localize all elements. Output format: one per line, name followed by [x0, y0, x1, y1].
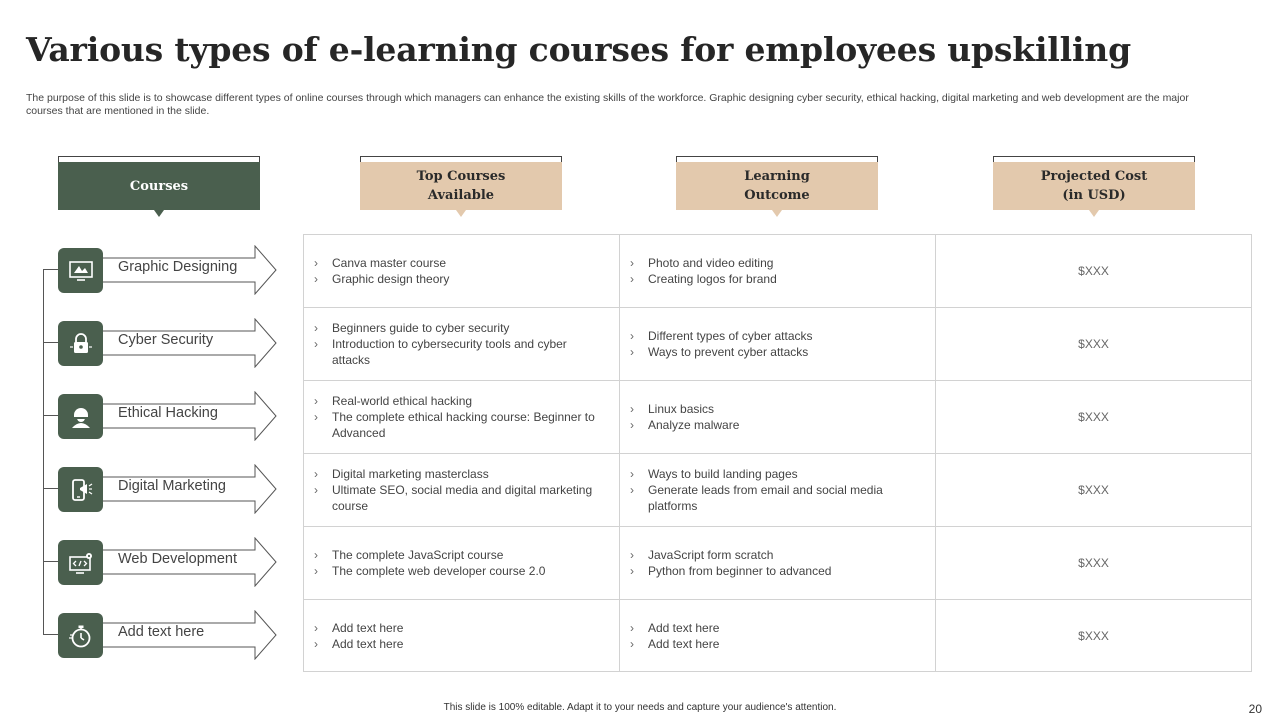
bullet-item: [314, 320, 619, 336]
chevron-icon: ›: [314, 467, 318, 481]
chevron-icon: ›: [314, 483, 318, 497]
bullet-text: The complete web developer course 2.0: [332, 564, 546, 578]
bullet-item: [630, 636, 935, 652]
top-courses-cell: [304, 308, 620, 380]
bullet-item: [314, 271, 619, 287]
bullet-text: Photo and video editing: [648, 256, 774, 270]
course-label: Graphic Designing: [118, 259, 238, 275]
chevron-icon: ›: [630, 621, 634, 635]
table-row: [304, 600, 1251, 673]
slide-subtitle: The purpose of this slide is to showcase different types of online courses through which managers can enhance the existing skills of the workforce. Graphic designing cyber security, ethical hacking, digital marketing and web development are the major courses that are mentioned in the slide.: [26, 92, 1189, 117]
header-top-courses: [360, 156, 562, 218]
bullet-item: [314, 482, 619, 514]
header-line: Outcome: [744, 188, 810, 203]
bullet-text: The complete ethical hacking course: Beginner to Advanced: [332, 410, 595, 440]
bullet-text: Digital marketing masterclass: [332, 467, 489, 481]
cost-cell: [936, 308, 1251, 380]
outcomes-cell: [620, 308, 936, 380]
header-pointer: [772, 210, 782, 217]
header-line: Learning: [744, 169, 810, 184]
header-line: Top Courses: [416, 169, 506, 184]
bullet-text: Ways to build landing pages: [648, 467, 798, 481]
chevron-icon: ›: [630, 272, 634, 286]
table-row: [304, 527, 1251, 600]
course-label: Ethical Hacking: [118, 405, 218, 421]
outcomes-cell: [620, 235, 936, 307]
chevron-icon: ›: [314, 321, 318, 335]
bullet-item: [630, 547, 935, 563]
bullet-text: Beginners guide to cyber security: [332, 321, 510, 335]
connector-branch: [43, 488, 59, 489]
bullet-item: [314, 620, 619, 636]
course-item: [43, 537, 278, 587]
bullet-text: Linux basics: [648, 402, 715, 416]
header-learning-outcome: [676, 156, 878, 218]
outcomes-cell: [620, 527, 936, 599]
chevron-icon: ›: [630, 418, 634, 432]
table-row: [304, 308, 1251, 381]
code-monitor-icon: [58, 540, 103, 585]
chevron-icon: ›: [314, 272, 318, 286]
bullet-item: [314, 466, 619, 482]
chevron-icon: ›: [630, 548, 634, 562]
chevron-icon: ›: [630, 402, 634, 416]
header-line: Projected Cost: [1040, 169, 1148, 184]
slide-title: Various types of e-learning courses for employees upskilling: [26, 30, 1131, 69]
connector-branch: [43, 269, 59, 270]
bullet-item: [630, 344, 935, 360]
bullet-text: Real-world ethical hacking: [332, 394, 473, 408]
bullet-item: [630, 401, 935, 417]
top-courses-cell: [304, 600, 620, 672]
bullet-text: Generate leads from email and social media platforms: [648, 483, 883, 513]
cost-value: $XXX: [1078, 337, 1109, 351]
header-projected-cost-label: [993, 162, 1195, 210]
bullet-text: Ways to prevent cyber attacks: [648, 345, 809, 359]
chevron-icon: ›: [314, 637, 318, 651]
stopwatch-icon: [58, 613, 103, 658]
bullet-text: Python from beginner to advanced: [648, 564, 832, 578]
bullet-text: Analyze malware: [648, 418, 740, 432]
course-table: [303, 234, 1252, 672]
chevron-icon: ›: [314, 337, 318, 351]
chevron-icon: ›: [314, 410, 318, 424]
cost-cell: [936, 600, 1251, 672]
top-courses-cell: [304, 381, 620, 453]
connector-branch: [43, 415, 59, 416]
header-top-courses-label: [360, 162, 562, 210]
bullet-text: Add text here: [648, 621, 720, 635]
cost-cell: [936, 235, 1251, 307]
table-row: [304, 454, 1251, 527]
chevron-icon: ›: [630, 467, 634, 481]
header-pointer: [1089, 210, 1099, 217]
cost-value: $XXX: [1078, 629, 1109, 643]
bullet-text: Canva master course: [332, 256, 447, 270]
chevron-icon: ›: [630, 637, 634, 651]
header-courses: [58, 156, 260, 218]
outcomes-cell: [620, 454, 936, 526]
bullet-item: [630, 563, 935, 579]
chevron-icon: ›: [630, 483, 634, 497]
course-label: Add text here: [118, 624, 205, 640]
table-row: [304, 235, 1251, 308]
bullet-text: Introduction to cybersecurity tools and cyber attacks: [332, 337, 567, 367]
chevron-icon: ›: [630, 256, 634, 270]
course-label: Digital Marketing: [118, 478, 226, 494]
bullet-item: [630, 466, 935, 482]
chevron-icon: ›: [630, 564, 634, 578]
chevron-icon: ›: [630, 329, 634, 343]
table-row: [304, 381, 1251, 454]
bullet-text: Add text here: [648, 637, 720, 651]
top-courses-cell: [304, 527, 620, 599]
cost-value: $XXX: [1078, 556, 1109, 570]
bullet-item: [630, 328, 935, 344]
bullet-item: [630, 620, 935, 636]
header-line: (in USD): [1062, 188, 1126, 203]
cost-cell: [936, 527, 1251, 599]
bullet-text: Add text here: [332, 621, 404, 635]
bullet-text: JavaScript form scratch: [648, 548, 774, 562]
course-item: [43, 464, 278, 514]
bullet-item: [314, 409, 619, 441]
bullet-item: [314, 563, 619, 579]
chevron-icon: ›: [314, 548, 318, 562]
cost-cell: [936, 454, 1251, 526]
bullet-text: Different types of cyber attacks: [648, 329, 813, 343]
cost-value: $XXX: [1078, 410, 1109, 424]
chevron-icon: ›: [314, 256, 318, 270]
course-label: Web Development: [118, 551, 238, 567]
lock-icon: [58, 321, 103, 366]
bullet-item: [314, 636, 619, 652]
hacker-icon: [58, 394, 103, 439]
chevron-icon: ›: [314, 621, 318, 635]
cost-cell: [936, 381, 1251, 453]
header-pointer: [456, 210, 466, 217]
cost-value: $XXX: [1078, 264, 1109, 278]
header-learning-outcome-label: [676, 162, 878, 210]
chevron-icon: ›: [314, 394, 318, 408]
bullet-text: Graphic design theory: [332, 272, 450, 286]
bullet-item: [630, 482, 935, 514]
outcomes-cell: [620, 381, 936, 453]
header-projected-cost: [993, 156, 1195, 218]
phone-megaphone-icon: [58, 467, 103, 512]
header-line: Available: [427, 188, 495, 203]
top-courses-cell: [304, 454, 620, 526]
bullet-item: [630, 271, 935, 287]
bullet-text: Ultimate SEO, social media and digital marketing course: [332, 483, 593, 513]
connector-branch: [43, 634, 59, 635]
header-courses-label: Courses: [58, 162, 260, 210]
chevron-icon: ›: [630, 345, 634, 359]
bullet-text: Creating logos for brand: [648, 272, 777, 286]
graphic-design-icon: [58, 248, 103, 293]
bullet-item: [630, 255, 935, 271]
bullet-item: [314, 336, 619, 368]
course-label: Cyber Security: [118, 332, 214, 348]
course-item: [43, 391, 278, 441]
course-item: [43, 610, 278, 660]
outcomes-cell: [620, 600, 936, 672]
bullet-text: The complete JavaScript course: [332, 548, 504, 562]
course-item: [43, 318, 278, 368]
bullet-item: [630, 417, 935, 433]
bullet-item: [314, 547, 619, 563]
chevron-icon: ›: [314, 564, 318, 578]
course-item: [43, 245, 278, 295]
page-number: 20: [1248, 702, 1262, 716]
connector-branch: [43, 342, 59, 343]
header-pointer: [154, 210, 164, 217]
footer-note: This slide is 100% editable. Adapt it to your needs and capture your audience's attention.: [443, 702, 837, 713]
bullet-item: [314, 255, 619, 271]
bullet-text: Add text here: [332, 637, 404, 651]
top-courses-cell: [304, 235, 620, 307]
bullet-item: [314, 393, 619, 409]
connector-branch: [43, 561, 59, 562]
cost-value: $XXX: [1078, 483, 1109, 497]
